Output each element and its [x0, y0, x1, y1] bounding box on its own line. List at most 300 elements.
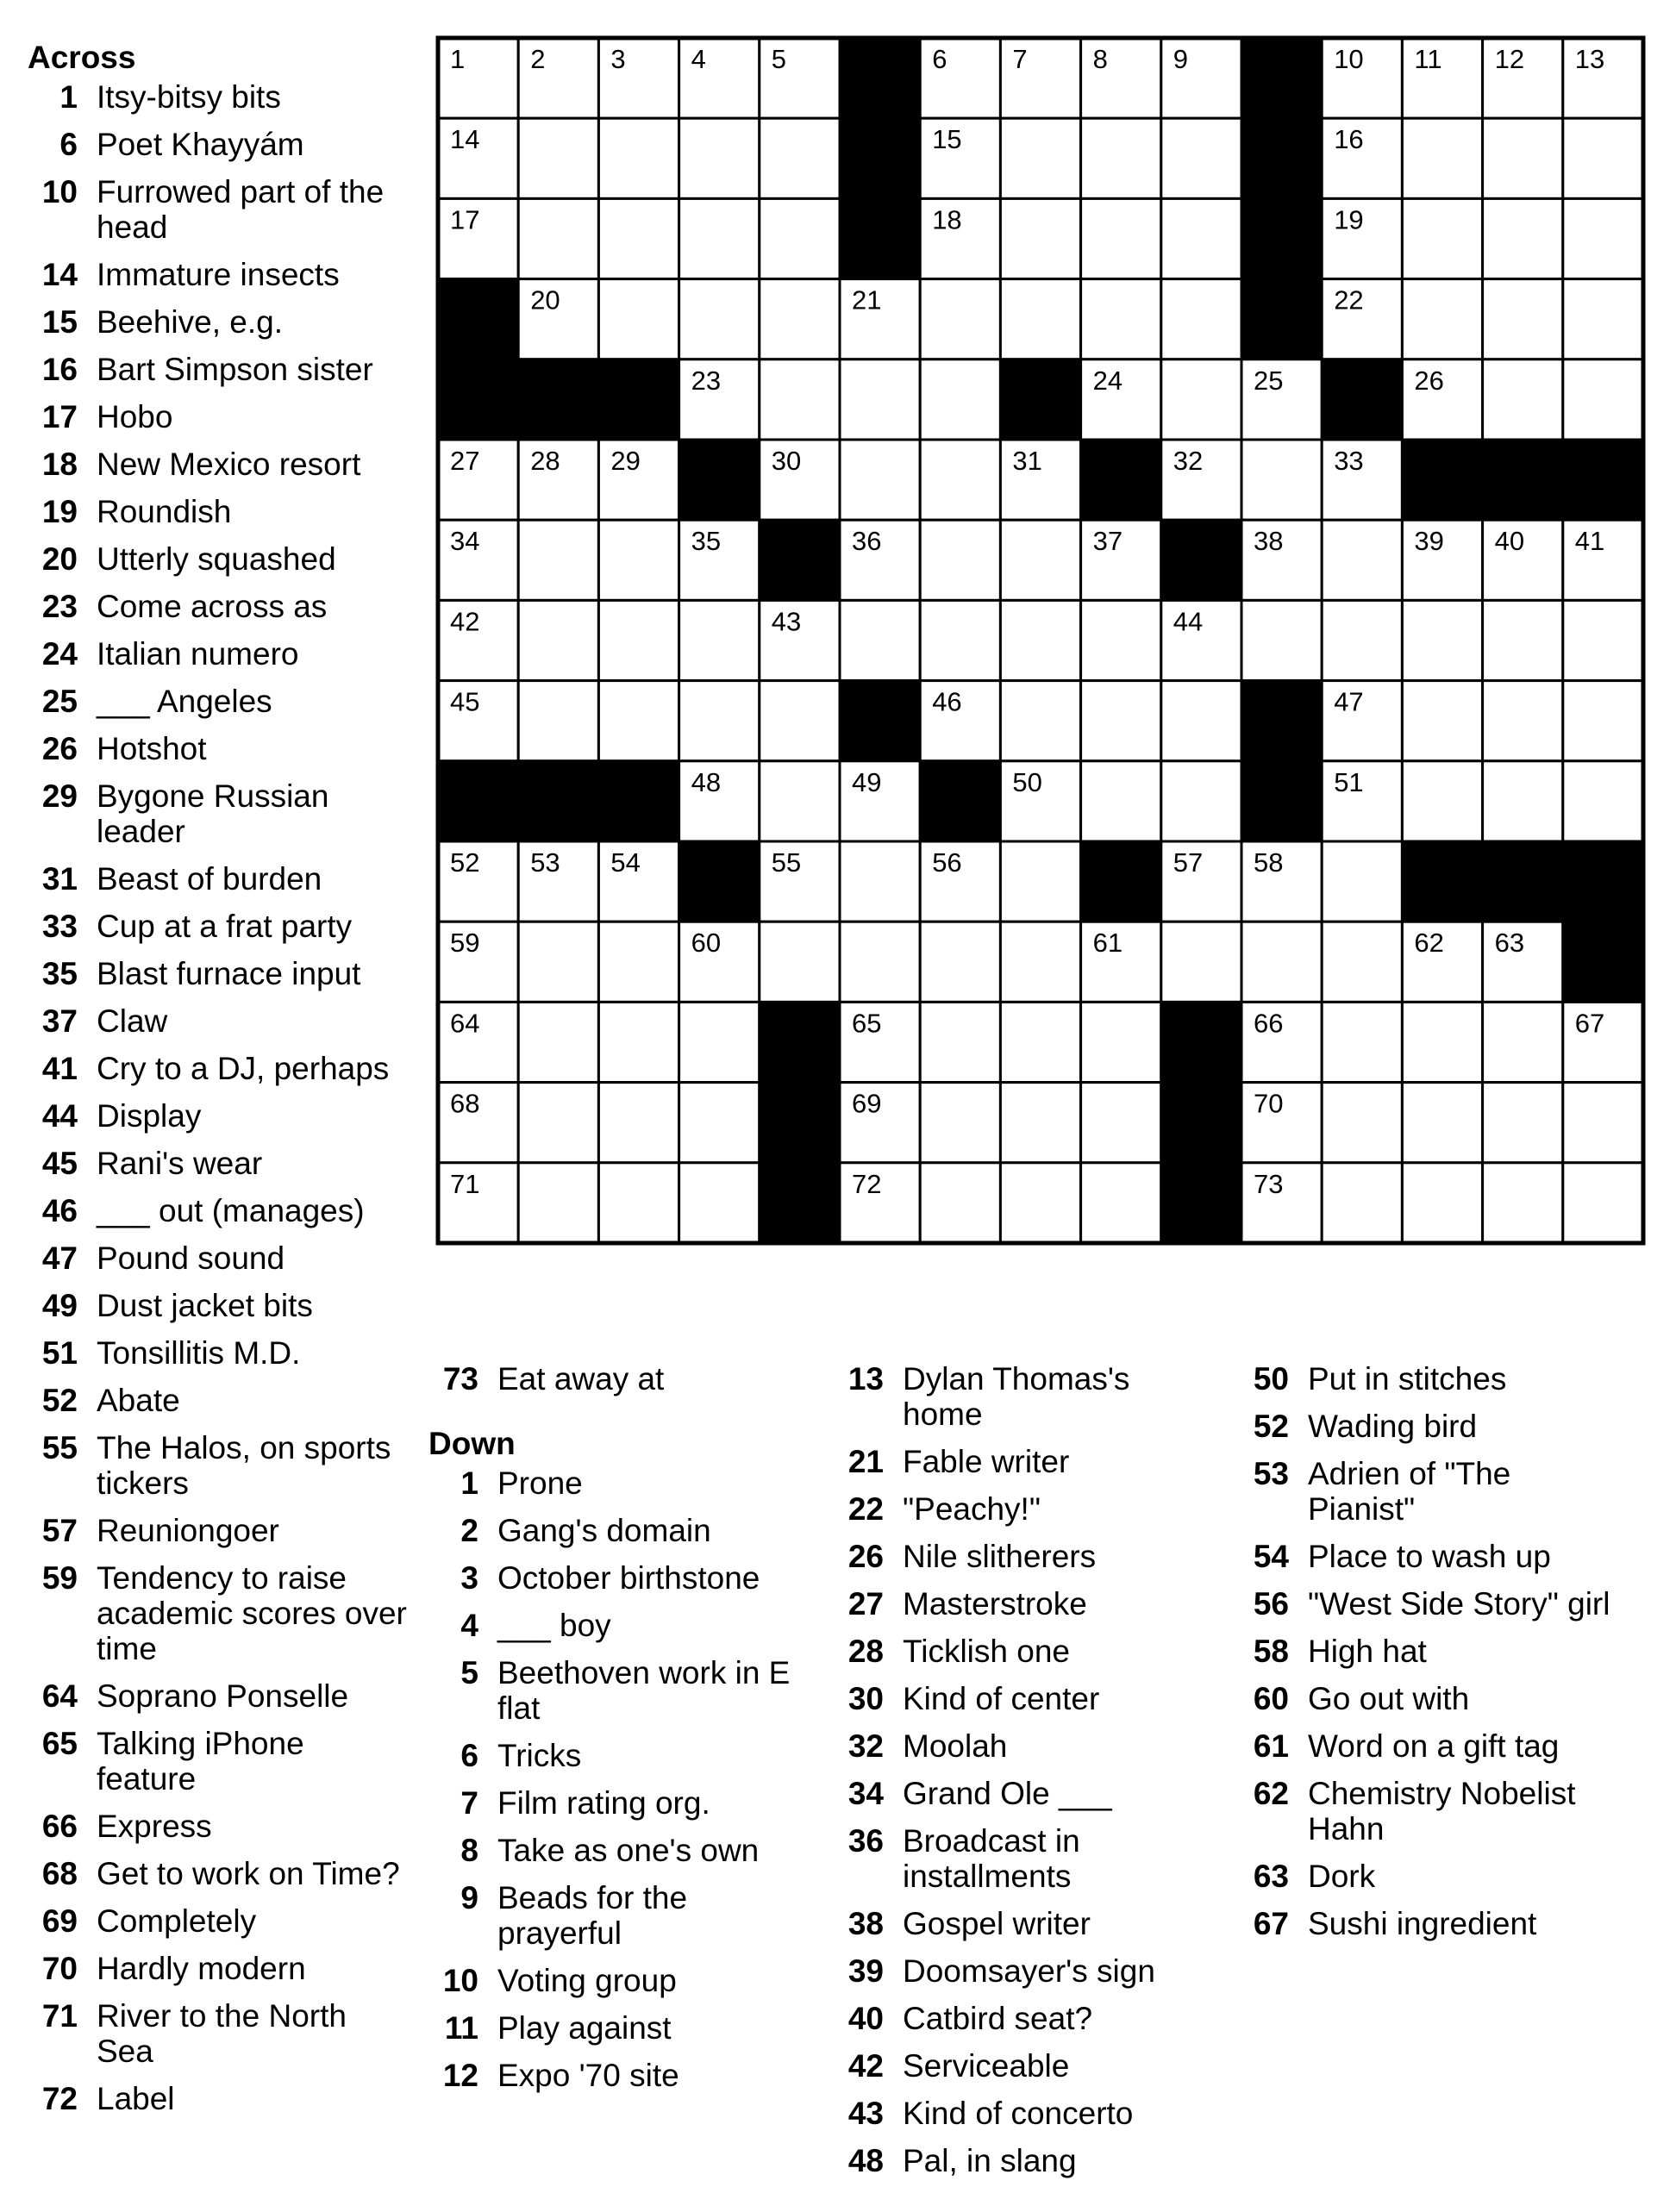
grid-cell[interactable]: [1161, 761, 1241, 841]
grid-cell[interactable]: [1402, 1163, 1482, 1243]
clue-number: 1: [460, 1465, 478, 1501]
clue-number: 15: [41, 304, 78, 340]
cell-number: 22: [1334, 284, 1364, 316]
clue-number: 51: [41, 1335, 78, 1371]
grid-cell[interactable]: [518, 600, 598, 680]
clue-number: 38: [847, 1906, 884, 1941]
grid-cell[interactable]: [760, 198, 840, 278]
grid-cell[interactable]: [518, 198, 598, 278]
clue-text: Tonsillitis M.D.: [97, 1335, 301, 1371]
grid-cell[interactable]: [679, 1163, 760, 1243]
clue-number: 18: [41, 447, 78, 482]
black-square: [1241, 198, 1322, 278]
black-square: [1241, 118, 1322, 198]
clue-text: Tricks: [497, 1738, 582, 1773]
clue-text: Play against: [497, 2010, 672, 2046]
cell-number: 58: [1254, 847, 1284, 878]
clue-item: [834, 1776, 1213, 1811]
black-square: [760, 1163, 840, 1243]
grid-cell[interactable]: [1000, 1083, 1080, 1163]
clue-item: [28, 1383, 407, 1418]
grid-cell[interactable]: [1563, 1083, 1643, 1163]
grid-cell[interactable]: [1483, 359, 1563, 440]
grid-cell[interactable]: [518, 1002, 598, 1082]
grid-cell[interactable]: [679, 279, 760, 359]
black-square: [840, 118, 920, 198]
clue-text: ___ out (manages): [97, 1193, 365, 1228]
clue-number: 47: [41, 1240, 78, 1276]
black-square: [1161, 1163, 1241, 1243]
clue-number: 1: [59, 79, 78, 115]
grid-cell[interactable]: [598, 279, 679, 359]
clue-number: 3: [460, 1560, 478, 1596]
clue-text: Come across as: [97, 589, 328, 624]
clue-number: 46: [41, 1193, 78, 1228]
clue-item: [1239, 1361, 1618, 1397]
clue-item: [28, 1288, 407, 1323]
grid-cell[interactable]: [1402, 198, 1482, 278]
clue-number: 29: [41, 778, 78, 814]
grid-cell[interactable]: [840, 440, 920, 520]
clue-text: Gang's domain: [497, 1513, 711, 1548]
cell-number: 68: [450, 1088, 480, 1119]
grid-cell[interactable]: [1081, 761, 1161, 841]
clue-item: [1239, 1859, 1618, 1894]
grid-cell[interactable]: [1563, 681, 1643, 761]
grid-cell[interactable]: [840, 359, 920, 440]
cell-number: 71: [450, 1168, 480, 1199]
clue-number: 55: [41, 1430, 78, 1465]
clue-number: 32: [847, 1728, 884, 1764]
clue-number: 7: [460, 1785, 478, 1821]
grid-cell[interactable]: [679, 600, 760, 680]
grid-cell[interactable]: [1322, 1002, 1402, 1082]
clue-item: [428, 1655, 808, 1726]
clue-number: 6: [59, 127, 78, 162]
cell-number: 28: [530, 446, 560, 476]
grid-cell[interactable]: [518, 1083, 598, 1163]
clue-number: 43: [847, 2096, 884, 2131]
clue-number: 41: [41, 1051, 78, 1086]
clue-text: High hat: [1308, 1634, 1427, 1669]
clue-item: [834, 1361, 1213, 1432]
grid-cell[interactable]: [1000, 922, 1080, 1002]
clue-text: Cup at a frat party: [97, 909, 353, 944]
grid-cell[interactable]: [518, 681, 598, 761]
black-square: [438, 761, 518, 841]
grid-cell[interactable]: [518, 118, 598, 198]
black-square: [438, 359, 518, 440]
grid-cell[interactable]: [598, 922, 679, 1002]
grid-cell[interactable]: [1483, 198, 1563, 278]
clue-number: 39: [847, 1953, 884, 1989]
grid-cell[interactable]: [1322, 1083, 1402, 1163]
black-square: [840, 198, 920, 278]
cell-number: 72: [852, 1168, 882, 1199]
grid-cell[interactable]: [598, 681, 679, 761]
grid-cell[interactable]: [920, 279, 1000, 359]
clue-number: 35: [41, 956, 78, 991]
grid-cell[interactable]: [1000, 279, 1080, 359]
grid-cell[interactable]: [1322, 922, 1402, 1002]
clue-item: [28, 1513, 407, 1548]
clue-item: [834, 2096, 1213, 2131]
grid-cell[interactable]: [598, 198, 679, 278]
grid-cell[interactable]: [1081, 279, 1161, 359]
grid-cell[interactable]: [1000, 841, 1080, 922]
clue-text: Completely: [97, 1903, 257, 1939]
clue-number: 10: [41, 174, 78, 209]
black-square: [1081, 841, 1161, 922]
clue-number: 26: [847, 1539, 884, 1574]
cell-number: 63: [1494, 928, 1525, 959]
grid-cell[interactable]: [920, 1163, 1000, 1243]
grid-cell[interactable]: [1000, 681, 1080, 761]
clue-number: 50: [1253, 1361, 1289, 1397]
clue-text: Italian numero: [97, 636, 299, 672]
cell-number: 9: [1173, 44, 1189, 74]
grid-cell[interactable]: [1161, 198, 1241, 278]
grid-cell[interactable]: [1402, 681, 1482, 761]
grid-cell[interactable]: [1000, 1002, 1080, 1082]
clue-text: Kind of center: [903, 1681, 1100, 1716]
cell-number: 10: [1334, 44, 1364, 74]
grid-cell[interactable]: [760, 761, 840, 841]
grid-cell[interactable]: [1322, 841, 1402, 922]
clue-number: 71: [41, 1998, 78, 2034]
black-square: [518, 359, 598, 440]
clue-number: 5: [460, 1655, 478, 1690]
grid-cell[interactable]: [920, 922, 1000, 1002]
black-square: [1161, 1002, 1241, 1082]
cell-number: 54: [610, 847, 641, 878]
clue-text: Dork: [1308, 1859, 1376, 1894]
cell-number: 25: [1254, 365, 1284, 396]
grid-cell[interactable]: [598, 600, 679, 680]
cell-number: 31: [1012, 446, 1042, 476]
grid-cell[interactable]: [1402, 118, 1482, 198]
grid-cell[interactable]: [1081, 1002, 1161, 1082]
clue-number: 21: [847, 1444, 884, 1479]
clue-number: 54: [1253, 1539, 1289, 1574]
clue-number: 28: [847, 1634, 884, 1669]
black-square: [760, 1002, 840, 1082]
cell-number: 50: [1012, 766, 1042, 797]
cell-number: 13: [1574, 44, 1605, 74]
grid-cell[interactable]: [1483, 761, 1563, 841]
grid-cell[interactable]: [1563, 198, 1643, 278]
clue-text: "Peachy!": [903, 1491, 1041, 1527]
grid-cell[interactable]: [1402, 279, 1482, 359]
cell-number: 43: [771, 606, 802, 637]
clue-text: Abate: [97, 1383, 180, 1418]
cell-number: 70: [1254, 1088, 1284, 1119]
grid-cell[interactable]: [1161, 118, 1241, 198]
clue-text: Utterly squashed: [97, 541, 336, 577]
clue-item: [428, 1833, 808, 1868]
clue-item: [1239, 1728, 1618, 1764]
clue-number: 40: [847, 2001, 884, 2036]
black-square: [1241, 761, 1322, 841]
grid-cell[interactable]: [1483, 1002, 1563, 1082]
grid-cell[interactable]: [1081, 681, 1161, 761]
clue-text: Hardly modern: [97, 1951, 306, 1986]
grid-cell[interactable]: [598, 520, 679, 600]
grid-cell[interactable]: [598, 1002, 679, 1082]
grid-cell[interactable]: [1161, 359, 1241, 440]
clue-text: Chemistry Nobelist Hahn: [1308, 1776, 1576, 1846]
grid-cell[interactable]: [1483, 1163, 1563, 1243]
cell-number: 2: [530, 44, 546, 74]
grid-cell[interactable]: [840, 600, 920, 680]
grid-cell[interactable]: [1000, 520, 1080, 600]
grid-cell[interactable]: [679, 198, 760, 278]
grid-cell[interactable]: [760, 922, 840, 1002]
cell-number: 62: [1414, 928, 1444, 959]
clue-text: Get to work on Time?: [97, 1856, 400, 1891]
clue-text: Soprano Ponselle: [97, 1678, 349, 1714]
clue-item: [834, 1953, 1213, 1989]
cell-number: 64: [450, 1008, 480, 1039]
grid-cell[interactable]: [760, 118, 840, 198]
grid-cell[interactable]: [1081, 600, 1161, 680]
grid-cell[interactable]: [1483, 600, 1563, 680]
grid-cell[interactable]: [518, 520, 598, 600]
clue-number: 11: [444, 2010, 478, 2046]
cell-number: 42: [450, 606, 480, 637]
grid-cell[interactable]: [1563, 761, 1643, 841]
black-square: [1241, 681, 1322, 761]
black-square: [1161, 1083, 1241, 1163]
black-square: [760, 520, 840, 600]
grid-cell[interactable]: [1483, 1083, 1563, 1163]
clue-text: Tendency to raise academic scores over time: [97, 1560, 407, 1666]
black-square: [1241, 279, 1322, 359]
grid-cell[interactable]: [1000, 118, 1080, 198]
grid-cell[interactable]: [1000, 198, 1080, 278]
down-list-3: [1239, 1361, 1618, 1941]
cell-number: 1: [450, 44, 466, 74]
cell-number: 45: [450, 686, 480, 717]
clue-number: 70: [41, 1951, 78, 1986]
grid-cell[interactable]: [679, 1002, 760, 1082]
clue-text: Doomsayer's sign: [903, 1953, 1155, 1989]
clue-number: 57: [41, 1513, 78, 1548]
clue-item: [28, 1856, 407, 1891]
clue-item: [428, 1361, 808, 1397]
clue-item: [28, 1335, 407, 1371]
clue-text: New Mexico resort: [97, 447, 361, 482]
cell-number: 41: [1574, 526, 1605, 557]
grid-cell[interactable]: [679, 118, 760, 198]
cell-number: 65: [852, 1008, 882, 1039]
clue-text: Display: [97, 1098, 202, 1134]
grid-cell[interactable]: [1563, 359, 1643, 440]
clue-number: 66: [41, 1809, 78, 1844]
clue-item: [1239, 1776, 1618, 1846]
clue-text: Label: [97, 2081, 175, 2116]
clue-item: [834, 2001, 1213, 2036]
grid-cell[interactable]: [1081, 198, 1161, 278]
cell-number: 36: [852, 526, 882, 557]
clue-number: 17: [41, 399, 78, 434]
cell-number: 21: [852, 284, 882, 316]
grid-cell[interactable]: [1483, 118, 1563, 198]
clue-item: [834, 2143, 1213, 2178]
clue-number: 64: [41, 1678, 78, 1714]
grid-cell[interactable]: [920, 520, 1000, 600]
cell-number: 7: [1012, 44, 1028, 74]
clue-text: Moolah: [903, 1728, 1008, 1764]
black-square: [598, 359, 679, 440]
grid-cell[interactable]: [920, 1083, 1000, 1163]
across-list-2: [428, 1361, 808, 1397]
clue-text: Expo '70 site: [497, 2058, 679, 2093]
black-square: [920, 761, 1000, 841]
clue-item: [834, 1491, 1213, 1527]
clue-item: [28, 1678, 407, 1714]
grid-cell[interactable]: [1241, 922, 1322, 1002]
clue-item: [1239, 1456, 1618, 1527]
cell-number: 5: [771, 44, 787, 74]
clue-number: 53: [1253, 1456, 1289, 1491]
clue-number: 67: [1253, 1906, 1289, 1941]
cell-number: 73: [1254, 1168, 1284, 1199]
clue-number: 30: [847, 1681, 884, 1716]
cell-number: 33: [1334, 446, 1364, 476]
grid-cell[interactable]: [920, 440, 1000, 520]
cell-number: 23: [691, 365, 722, 396]
grid-cell[interactable]: [1081, 1083, 1161, 1163]
clue-number: 16: [41, 352, 78, 387]
grid-cell[interactable]: [1081, 118, 1161, 198]
clue-number: 34: [847, 1776, 884, 1811]
cell-number: 40: [1494, 526, 1525, 557]
clue-text: Blast furnace input: [97, 956, 361, 991]
clue-text: Bygone Russian leader: [97, 778, 329, 849]
grid-cell[interactable]: [1563, 279, 1643, 359]
grid-cell[interactable]: [1563, 1163, 1643, 1243]
grid-cell[interactable]: [1402, 761, 1482, 841]
grid-cell[interactable]: [1241, 440, 1322, 520]
cell-number: 57: [1173, 847, 1204, 878]
clue-number: 56: [1253, 1586, 1289, 1622]
clue-text: Put in stitches: [1308, 1361, 1507, 1397]
black-square: [1402, 440, 1482, 520]
grid-cell[interactable]: [1563, 600, 1643, 680]
grid-cell[interactable]: [518, 1163, 598, 1243]
clue-text: Gospel writer: [903, 1906, 1091, 1941]
grid-cell[interactable]: [1322, 600, 1402, 680]
black-square: [679, 841, 760, 922]
grid-cell[interactable]: [598, 1083, 679, 1163]
clue-item: [428, 1608, 808, 1643]
clue-text: Adrien of "The Pianist": [1308, 1456, 1511, 1527]
black-square: [1563, 440, 1643, 520]
grid-cell[interactable]: [1161, 922, 1241, 1002]
cell-number: 59: [450, 928, 480, 959]
cell-number: 29: [610, 446, 641, 476]
grid-cell[interactable]: [1402, 1002, 1482, 1082]
grid-cell[interactable]: [679, 681, 760, 761]
clue-item: [1239, 1681, 1618, 1716]
clue-text: Roundish: [97, 494, 232, 529]
clue-text: Nile slitherers: [903, 1539, 1097, 1574]
clue-text: Word on a gift tag: [1308, 1728, 1560, 1764]
clue-item: [1239, 1409, 1618, 1444]
cell-number: 37: [1092, 526, 1123, 557]
grid-cell[interactable]: [1483, 681, 1563, 761]
cell-number: 20: [530, 284, 560, 316]
cell-number: 17: [450, 204, 480, 235]
grid-cell[interactable]: [920, 1002, 1000, 1082]
cell-number: 47: [1334, 686, 1364, 717]
grid-cell[interactable]: [1161, 279, 1241, 359]
clue-item: [28, 1560, 407, 1666]
cell-number: 39: [1414, 526, 1444, 557]
down-list-2: [834, 1361, 1213, 2178]
grid-cell[interactable]: [679, 1083, 760, 1163]
grid-cell[interactable]: [920, 359, 1000, 440]
clue-text: Go out with: [1308, 1681, 1470, 1716]
grid-cell[interactable]: [1161, 681, 1241, 761]
clue-item: [428, 1880, 808, 1951]
cell-number: 69: [852, 1088, 882, 1119]
clues-column-4: [1239, 1361, 1618, 1953]
clue-item: [28, 1809, 407, 1844]
clue-text: Kind of concerto: [903, 2096, 1134, 2131]
grid-cell[interactable]: [840, 922, 920, 1002]
clue-item: [1239, 1539, 1618, 1574]
cell-number: 44: [1173, 606, 1204, 637]
clue-text: Immature insects: [97, 257, 340, 292]
grid-cell[interactable]: [760, 279, 840, 359]
grid-cell[interactable]: [598, 118, 679, 198]
grid-cell[interactable]: [920, 600, 1000, 680]
cell-number: 46: [932, 686, 962, 717]
clue-number: 2: [460, 1513, 478, 1548]
grid-cell[interactable]: [760, 681, 840, 761]
grid-cell[interactable]: [1241, 600, 1322, 680]
clues-column-2: [428, 1361, 808, 2105]
grid-cell[interactable]: [760, 359, 840, 440]
clue-number: 36: [847, 1823, 884, 1859]
clue-text: ___ Angeles: [97, 684, 272, 719]
grid-cell[interactable]: [518, 922, 598, 1002]
grid-cell[interactable]: [1563, 118, 1643, 198]
clue-text: Beethoven work in E flat: [497, 1655, 791, 1726]
cell-number: 34: [450, 526, 480, 557]
clue-number: 62: [1253, 1776, 1289, 1811]
clue-text: Furrowed part of the head: [97, 174, 385, 245]
grid-cell[interactable]: [1081, 1163, 1161, 1243]
grid-cell[interactable]: [1000, 1163, 1080, 1243]
black-square: [1081, 440, 1161, 520]
clue-text: Poet Khayyám: [97, 127, 304, 162]
grid-cell[interactable]: [1402, 600, 1482, 680]
clue-number: 27: [847, 1586, 884, 1622]
clue-number: 58: [1253, 1634, 1289, 1669]
grid-cell[interactable]: [598, 1163, 679, 1243]
grid-cell[interactable]: [1000, 600, 1080, 680]
clue-text: Film rating org.: [497, 1785, 710, 1821]
grid-cell[interactable]: [840, 841, 920, 922]
grid-cell[interactable]: [1322, 520, 1402, 600]
grid-cell[interactable]: [1402, 1083, 1482, 1163]
grid-cell[interactable]: [1483, 279, 1563, 359]
cell-number: 30: [771, 446, 802, 476]
grid-cell[interactable]: [1322, 1163, 1402, 1243]
